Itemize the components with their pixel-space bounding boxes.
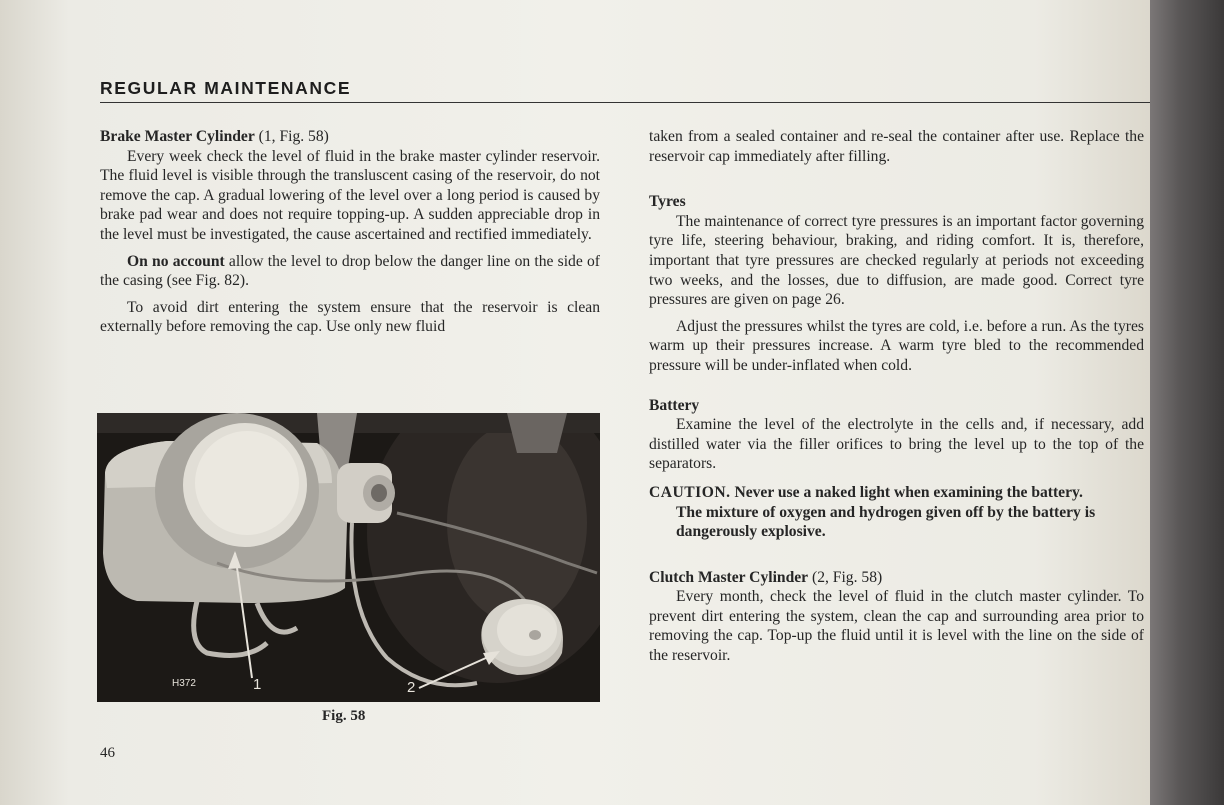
clutch-fig-ref: (2, Fig. 58): [808, 568, 883, 586]
brake-paragraph-1: Every week check the level of fluid in the brake master cylinder reservoir. The fluid level is visible through the transluscent casing of the reservoir, do not remove the cap. A gradual lowering of the level over a long period is caused by brake pad wear and does not require topping-up. A sudden appreciable drop in the level must be investigated, the cause ascertained and rectified immediately.: [100, 147, 600, 243]
figure-58-photo: [97, 413, 600, 702]
brake-paragraph-3: To avoid dirt entering the system ensure that the reservoir is clean externally before removing the cap. Use only new fluid: [100, 298, 600, 336]
section-header: [100, 78, 1150, 103]
clutch-heading-line: [649, 568, 1144, 588]
battery-heading: Battery: [649, 396, 700, 414]
callout-1: 1: [253, 676, 262, 693]
brake-paragraph-2: [100, 252, 600, 291]
tyres-paragraph-1: The maintenance of correct tyre pressures is an important factor governing tyre life, steering behaviour, braking, and riding comfort. It is, therefore, important that tyre pressures are checked regularly at periods not exceeding two weeks, and the losses, due to diffusion, are made good. Correct tyre pressures are given on page 26.: [649, 212, 1144, 309]
continued-paragraph: taken from a sealed container and re-seal the container after use. Replace the reservoir cap immediately after filling.: [649, 128, 1144, 165]
clutch-heading: Clutch Master Cylinder: [649, 568, 809, 586]
brake-fig-ref: (1, Fig. 58): [254, 128, 329, 145]
clutch-paragraph: Every month, check the level of fluid in the clutch master cylinder. To prevent dirt entering the system, clean the cap and surrounding area prior to removing the cap. Top-up the fluid until it is level with the line on the side of the reservoir.: [649, 588, 1144, 665]
page-number: 46: [100, 745, 115, 761]
figure-caption: Fig. 58: [322, 708, 366, 724]
left-column: [100, 127, 600, 337]
caution-label: CAUTION.: [649, 483, 731, 501]
tyres-paragraph-2: Adjust the pressures whilst the tyres are cold, i.e. before a run. As the tyres warm up their pressures increase. A warm tyre bled to the recommended pressure will be under-inflated when cold.: [649, 317, 1144, 374]
master-cylinder-illustration: [97, 413, 600, 702]
section-title: REGULAR MAINTENANCE: [100, 78, 352, 98]
caution-line: [649, 483, 1144, 503]
brake-heading: Brake Master Cylinder: [100, 128, 255, 145]
brake-paragraph-2-text: allow the level to drop below the danger line on the side of the casing (see Fig. 82).: [100, 252, 600, 290]
caution-line-1: Never use a naked light when examining the battery.: [730, 483, 1083, 501]
battery-paragraph: Examine the level of the electrolyte in the cells and, if necessary, add distilled water via the filler orifices to bring the level up to the top of the separators.: [649, 416, 1144, 473]
caution-block: [649, 483, 1144, 542]
binding-shadow: [1150, 0, 1224, 805]
caution-continuation: The mixture of oxygen and hydrogen given off by the battery is dangerously explosive.: [676, 503, 1096, 541]
on-no-account-emphasis: On no account: [127, 252, 225, 270]
tyres-heading: Tyres: [649, 193, 686, 211]
figure-code: H372: [172, 678, 196, 689]
brake-heading-line: [100, 127, 600, 147]
right-column: [649, 127, 1144, 666]
callout-2: 2: [407, 679, 416, 696]
